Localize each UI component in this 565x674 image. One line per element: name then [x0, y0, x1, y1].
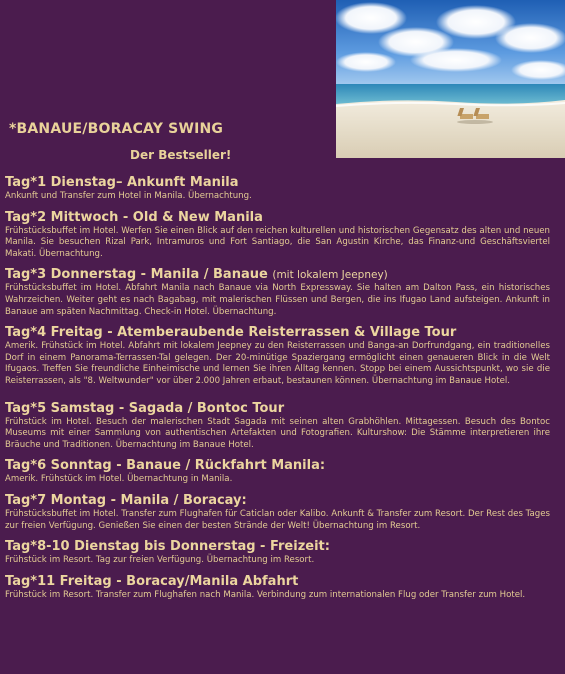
day-description: Frühstück im Resort. Tag zur freien Verfügung. Übernachtung im Resort.: [5, 555, 315, 566]
day-heading: Tag*2 Mittwoch - Old & New Manila: [5, 209, 263, 225]
day-heading: Tag*5 Samstag - Sagada / Bontoc Tour: [5, 400, 285, 416]
day-description: Frühstück im Resort. Transfer zum Flughafen nach Manila. Verbindung zum internationalen Flug oder Transfer zum Hotel.: [5, 589, 526, 600]
day-description: Amerik. Frühstück im Hotel. Übernachtung in Manila.: [5, 474, 233, 485]
day-heading: Tag*11 Freitag - Boracay/Manila Abfahrt: [5, 573, 299, 589]
day-description: Amerik. Frühstück im Hotel. Abfahrt mit lokalem Jeepney zu den Reisterrassen und Banga-an Dorfrundgang, ein traditionelles Dorf in einem Panorama-Terrassen-Tal gelegen. Der 20-minütige Spaziergang ermöglicht einen genaueren Blick in die Welt Ifugaos. Treffen Sie freundliche Einheimische und lernen Sie ihren Alltag kennen. Stopp bei einem Aussichtspunkt, wo sie die Reisterrassen, als "8. Weltwunder" vor über 2.000 Jahren erbaut, bestaunen können. Übernachtung im Banaue Hotel.: [5, 341, 550, 386]
day-heading: Tag*8-10 Dienstag bis Donnerstag - Freizeit:: [5, 539, 330, 555]
day-heading: Tag*3 Donnerstag - Manila / Banaue (mit lokalem Jeepney): [5, 267, 388, 283]
day-7: [5, 493, 550, 532]
day-heading: Tag*1 Dienstag– Ankunft Manila: [5, 175, 239, 190]
day-3: [5, 267, 550, 318]
page-subtitle: Der Bestseller!: [130, 148, 232, 162]
page-title: *BANAUE/BORACAY SWING: [9, 121, 224, 137]
day-heading-note: (mit lokalem Jeepney): [272, 269, 388, 282]
day-heading: Tag*7 Montag - Manila / Boracay:: [5, 492, 247, 508]
day-description: Ankunft und Transfer zum Hotel in Manila. Übernachtung.: [5, 191, 252, 201]
day-5: [5, 401, 550, 452]
day-heading: Tag*4 Freitag - Atemberaubende Reisterrassen & Village Tour: [5, 325, 457, 341]
beach-photo-icon: [336, 0, 565, 158]
day-description: Frühstücksbuffet im Hotel. Abfahrt Manila nach Banaue via North Expressway. Sie halten am Dalton Pass, ein historisches Wahrzeichen. Weiter geht es nach Bagabag, mit malerischen Flüssen und Bergen, die ins Ifugao Land aufsteigen. Ankunft in Banaue am späten Nachmittag. Check-in Hotel. Übernachtung.: [5, 283, 550, 317]
day-4: [5, 325, 550, 387]
day-8-10: [5, 539, 550, 567]
day-description: Frühstücksbuffet im Hotel. Werfen Sie einen Blick auf den reichen kulturellen und historischen Gegensatz des alten und neuen Manila. Sie besuchen Rizal Park, Intramuros und Fort Santiago, die San Agustin Kirche, das Finanz-und Geschäftsviertel Makati. Übernachtung.: [5, 225, 550, 259]
day-11: [5, 574, 550, 602]
day-2: [5, 210, 550, 261]
day-6: [5, 458, 550, 486]
day-description: Frühstück im Hotel. Besuch der malerischen Stadt Sagada mit seinen alten Grabhöhlen. Mittagessen. Besuch des Bontoc Museums mit einer Sammlung von authentischen Artefakten und Fotografien. Kulturshow: Die Stämme interpretieren ihre Bräuche und Traditionen. Übernachtung im Banaue Hotel.: [5, 416, 550, 450]
itinerary-list: [5, 175, 550, 601]
day-heading: Tag*6 Sonntag - Banaue / Rückfahrt Manila:: [5, 458, 326, 474]
day-description: Frühstücksbuffet im Hotel. Transfer zum Flughafen für Caticlan oder Kalibo. Ankunft & Transfer zum Resort. Der Rest des Tages zur freien Verfügung. Genießen Sie einen der besten Strände der Welt! Übernachtung im Resort.: [5, 508, 550, 531]
day-1: [5, 175, 550, 203]
